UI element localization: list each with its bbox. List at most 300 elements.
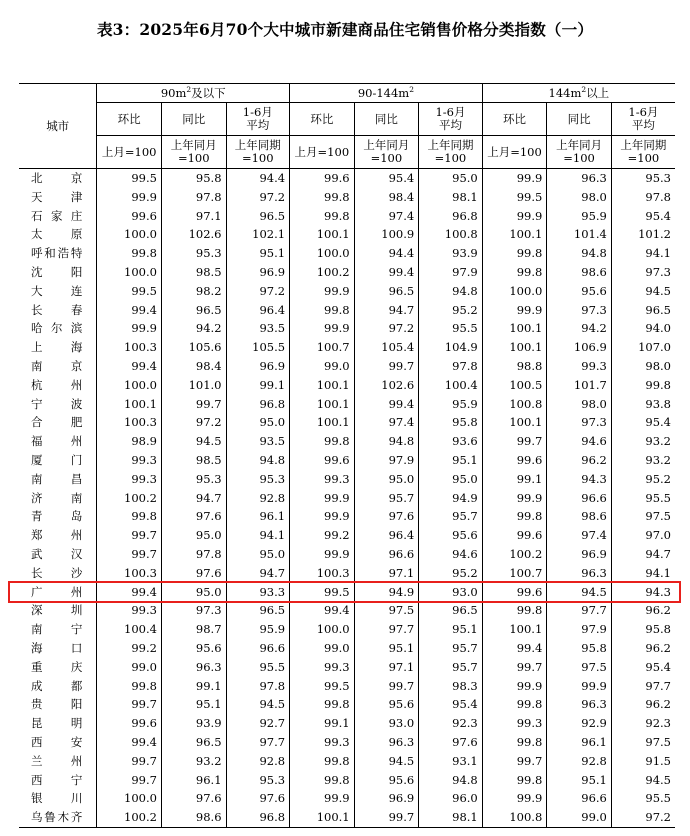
index-value: 101.0 bbox=[161, 376, 226, 395]
city-name: 广州 bbox=[31, 584, 83, 599]
index-value: 98.0 bbox=[611, 357, 675, 376]
index-value: 95.4 bbox=[611, 658, 675, 677]
index-value: 99.9 bbox=[482, 169, 547, 188]
index-value: 95.3 bbox=[161, 470, 226, 489]
index-value: 99.4 bbox=[97, 733, 162, 752]
index-value: 96.6 bbox=[547, 489, 612, 508]
table-row bbox=[19, 470, 675, 489]
index-value: 102.6 bbox=[161, 225, 226, 244]
index-value: 101.2 bbox=[611, 225, 675, 244]
index-value: 96.5 bbox=[354, 282, 419, 301]
index-value: 97.6 bbox=[161, 564, 226, 583]
index-value: 94.9 bbox=[419, 489, 483, 508]
index-value: 99.9 bbox=[290, 489, 355, 508]
index-value: 97.3 bbox=[547, 413, 612, 432]
index-value: 94.1 bbox=[611, 244, 675, 263]
city-name: 贵阳 bbox=[31, 697, 83, 712]
table-row bbox=[19, 357, 675, 376]
index-value: 97.6 bbox=[161, 507, 226, 526]
index-value: 97.0 bbox=[611, 526, 675, 545]
index-value: 99.6 bbox=[97, 207, 162, 226]
yoy-header: 同比 bbox=[547, 103, 612, 136]
index-value: 99.1 bbox=[290, 714, 355, 733]
index-value: 92.8 bbox=[226, 752, 290, 771]
index-value: 96.5 bbox=[226, 601, 290, 620]
index-value: 96.3 bbox=[161, 658, 226, 677]
index-value: 99.0 bbox=[97, 658, 162, 677]
index-value: 99.4 bbox=[97, 583, 162, 602]
index-value: 96.9 bbox=[226, 357, 290, 376]
table-row bbox=[19, 583, 675, 602]
index-value: 95.9 bbox=[226, 620, 290, 639]
index-value: 95.8 bbox=[547, 639, 612, 658]
index-value: 100.5 bbox=[482, 376, 547, 395]
city-name: 合肥 bbox=[31, 415, 83, 430]
index-value: 99.9 bbox=[290, 545, 355, 564]
index-value: 96.2 bbox=[611, 601, 675, 620]
index-value: 97.8 bbox=[161, 188, 226, 207]
index-value: 98.6 bbox=[547, 507, 612, 526]
city-name: 长沙 bbox=[31, 565, 83, 580]
index-value: 93.9 bbox=[161, 714, 226, 733]
index-value: 99.5 bbox=[290, 677, 355, 696]
index-value: 100.0 bbox=[97, 225, 162, 244]
index-value: 99.9 bbox=[97, 319, 162, 338]
index-value: 99.8 bbox=[290, 752, 355, 771]
index-value: 95.0 bbox=[419, 470, 483, 489]
index-value: 99.3 bbox=[290, 658, 355, 677]
index-value: 99.8 bbox=[97, 507, 162, 526]
city-name: 福州 bbox=[31, 434, 83, 449]
index-value: 94.2 bbox=[547, 319, 612, 338]
city-name: 大连 bbox=[31, 283, 83, 298]
index-value: 98.5 bbox=[161, 263, 226, 282]
index-value: 99.7 bbox=[482, 432, 547, 451]
index-value: 91.5 bbox=[611, 752, 675, 771]
index-value: 99.9 bbox=[482, 789, 547, 808]
index-value: 93.5 bbox=[226, 432, 290, 451]
table-row bbox=[19, 432, 675, 451]
table-row bbox=[19, 413, 675, 432]
index-value: 99.3 bbox=[547, 357, 612, 376]
index-value: 96.5 bbox=[611, 301, 675, 320]
index-value: 98.0 bbox=[547, 395, 612, 414]
table-row bbox=[19, 808, 675, 827]
index-value: 99.6 bbox=[482, 451, 547, 470]
index-value: 97.8 bbox=[419, 357, 483, 376]
index-value: 99.7 bbox=[97, 526, 162, 545]
index-value: 94.8 bbox=[419, 282, 483, 301]
index-value: 101.7 bbox=[547, 376, 612, 395]
index-value: 97.6 bbox=[161, 789, 226, 808]
index-value: 94.1 bbox=[226, 526, 290, 545]
city-name: 郑州 bbox=[31, 528, 83, 543]
table-row bbox=[19, 601, 675, 620]
index-value: 95.6 bbox=[354, 771, 419, 790]
city-name: 兰州 bbox=[31, 753, 83, 768]
index-value: 98.6 bbox=[547, 263, 612, 282]
table-row bbox=[19, 714, 675, 733]
index-value: 94.5 bbox=[354, 752, 419, 771]
index-value: 99.3 bbox=[290, 733, 355, 752]
index-value: 95.1 bbox=[354, 639, 419, 658]
table-row bbox=[19, 188, 675, 207]
index-value: 99.6 bbox=[290, 451, 355, 470]
index-value: 100.3 bbox=[97, 338, 162, 357]
index-value: 99.0 bbox=[290, 639, 355, 658]
table-row bbox=[19, 658, 675, 677]
index-value: 104.9 bbox=[419, 338, 483, 357]
index-value: 100.4 bbox=[97, 620, 162, 639]
index-value: 96.4 bbox=[226, 301, 290, 320]
index-value: 97.8 bbox=[611, 188, 675, 207]
index-value: 99.8 bbox=[482, 695, 547, 714]
index-value: 95.0 bbox=[161, 526, 226, 545]
index-value: 94.3 bbox=[547, 470, 612, 489]
index-value: 99.8 bbox=[290, 771, 355, 790]
city-name: 济南 bbox=[31, 490, 83, 505]
index-value: 94.5 bbox=[611, 771, 675, 790]
index-value: 96.8 bbox=[226, 395, 290, 414]
index-value: 94.5 bbox=[547, 583, 612, 602]
index-value: 99.9 bbox=[482, 301, 547, 320]
index-value: 95.3 bbox=[161, 244, 226, 263]
index-value: 99.3 bbox=[97, 601, 162, 620]
index-value: 100.7 bbox=[290, 338, 355, 357]
index-value: 99.4 bbox=[290, 601, 355, 620]
table-row bbox=[19, 319, 675, 338]
city-name: 天津 bbox=[31, 189, 83, 204]
index-value: 100.2 bbox=[482, 545, 547, 564]
index-value: 100.0 bbox=[97, 263, 162, 282]
index-value: 98.9 bbox=[97, 432, 162, 451]
index-value: 95.2 bbox=[419, 564, 483, 583]
index-value: 99.5 bbox=[482, 188, 547, 207]
city-name: 北京 bbox=[31, 171, 83, 185]
index-value: 99.8 bbox=[482, 733, 547, 752]
index-value: 93.2 bbox=[161, 752, 226, 771]
yoy-base-header: 上年同月 =100 bbox=[161, 136, 226, 169]
table-row bbox=[19, 620, 675, 639]
index-value: 97.2 bbox=[611, 808, 675, 827]
index-value: 97.7 bbox=[547, 601, 612, 620]
index-value: 97.1 bbox=[354, 564, 419, 583]
city-column-header: 城市 bbox=[19, 84, 97, 169]
index-value: 99.1 bbox=[482, 470, 547, 489]
index-value: 99.9 bbox=[482, 677, 547, 696]
index-value: 92.7 bbox=[226, 714, 290, 733]
index-value: 97.3 bbox=[547, 301, 612, 320]
index-value: 93.3 bbox=[226, 583, 290, 602]
city-name: 石家庄 bbox=[31, 208, 83, 223]
index-value: 96.6 bbox=[354, 545, 419, 564]
index-value: 100.0 bbox=[290, 620, 355, 639]
index-value: 99.8 bbox=[482, 771, 547, 790]
index-value: 96.3 bbox=[547, 169, 612, 188]
index-value: 100.1 bbox=[482, 225, 547, 244]
index-value: 93.0 bbox=[354, 714, 419, 733]
index-value: 99.5 bbox=[97, 282, 162, 301]
index-value: 94.7 bbox=[611, 545, 675, 564]
index-value: 100.1 bbox=[290, 395, 355, 414]
mom-header: 环比 bbox=[97, 103, 162, 136]
index-value: 95.5 bbox=[611, 489, 675, 508]
index-value: 92.3 bbox=[611, 714, 675, 733]
index-value: 105.4 bbox=[354, 338, 419, 357]
index-value: 97.9 bbox=[419, 263, 483, 282]
index-value: 95.1 bbox=[226, 244, 290, 263]
yoy-base-header: 上年同月 =100 bbox=[547, 136, 612, 169]
index-value: 93.1 bbox=[419, 752, 483, 771]
index-value: 99.0 bbox=[547, 808, 612, 827]
index-value: 99.6 bbox=[482, 583, 547, 602]
index-value: 99.3 bbox=[97, 451, 162, 470]
table-row bbox=[19, 752, 675, 771]
index-value: 94.4 bbox=[226, 169, 290, 188]
index-value: 95.8 bbox=[161, 169, 226, 188]
index-value: 100.1 bbox=[482, 319, 547, 338]
index-value: 99.9 bbox=[547, 677, 612, 696]
index-value: 99.5 bbox=[97, 169, 162, 188]
index-value: 98.4 bbox=[161, 357, 226, 376]
table-row bbox=[19, 338, 675, 357]
index-value: 95.1 bbox=[161, 695, 226, 714]
index-value: 97.7 bbox=[354, 620, 419, 639]
city-name: 沈阳 bbox=[31, 264, 83, 279]
index-value: 99.9 bbox=[290, 319, 355, 338]
table-row bbox=[19, 282, 675, 301]
index-value: 99.7 bbox=[354, 357, 419, 376]
index-value: 100.0 bbox=[97, 789, 162, 808]
index-value: 97.9 bbox=[354, 451, 419, 470]
index-value: 97.7 bbox=[226, 733, 290, 752]
index-value: 97.2 bbox=[354, 319, 419, 338]
index-value: 95.9 bbox=[547, 207, 612, 226]
index-value: 95.8 bbox=[611, 620, 675, 639]
city-name: 银川 bbox=[31, 791, 83, 806]
index-value: 102.6 bbox=[354, 376, 419, 395]
index-value: 95.1 bbox=[419, 451, 483, 470]
base-header-row bbox=[19, 136, 675, 169]
index-value: 100.4 bbox=[419, 376, 483, 395]
index-value: 96.5 bbox=[226, 207, 290, 226]
index-value: 99.6 bbox=[482, 526, 547, 545]
index-value: 99.9 bbox=[290, 789, 355, 808]
table-row bbox=[19, 639, 675, 658]
index-value: 94.2 bbox=[161, 319, 226, 338]
index-value: 97.5 bbox=[611, 507, 675, 526]
table-row bbox=[19, 677, 675, 696]
city-name: 南宁 bbox=[31, 622, 83, 637]
index-value: 96.3 bbox=[547, 695, 612, 714]
index-value: 99.1 bbox=[226, 376, 290, 395]
index-value: 99.8 bbox=[482, 244, 547, 263]
table-row bbox=[19, 526, 675, 545]
sub-header-row bbox=[19, 103, 675, 136]
index-value: 98.6 bbox=[161, 808, 226, 827]
city-name: 深圳 bbox=[31, 603, 83, 618]
city-name: 厦门 bbox=[31, 452, 83, 467]
city-name: 长春 bbox=[31, 302, 83, 317]
index-value: 102.1 bbox=[226, 225, 290, 244]
index-value: 96.5 bbox=[161, 301, 226, 320]
index-value: 95.6 bbox=[161, 639, 226, 658]
index-value: 99.7 bbox=[161, 395, 226, 414]
index-value: 99.9 bbox=[290, 507, 355, 526]
index-value: 100.7 bbox=[482, 564, 547, 583]
city-name: 上海 bbox=[31, 340, 83, 355]
index-value: 95.0 bbox=[419, 169, 483, 188]
index-value: 99.7 bbox=[354, 677, 419, 696]
index-value: 95.2 bbox=[419, 301, 483, 320]
city-name: 哈尔滨 bbox=[31, 321, 83, 336]
index-value: 95.4 bbox=[611, 413, 675, 432]
index-value: 99.8 bbox=[290, 207, 355, 226]
index-value: 95.3 bbox=[226, 470, 290, 489]
index-value: 95.4 bbox=[419, 695, 483, 714]
index-value: 95.0 bbox=[226, 413, 290, 432]
index-value: 105.6 bbox=[161, 338, 226, 357]
index-value: 95.4 bbox=[611, 207, 675, 226]
index-value: 97.5 bbox=[611, 733, 675, 752]
avg-header: 1-6月 平均 bbox=[226, 103, 290, 136]
index-value: 96.2 bbox=[611, 695, 675, 714]
table-row bbox=[19, 263, 675, 282]
table-row bbox=[19, 376, 675, 395]
price-index-table-container bbox=[19, 83, 675, 828]
index-value: 99.2 bbox=[97, 639, 162, 658]
avg-base-header: 上年同期 =100 bbox=[226, 136, 290, 169]
index-value: 92.8 bbox=[547, 752, 612, 771]
table-body bbox=[19, 169, 675, 828]
index-value: 99.4 bbox=[354, 395, 419, 414]
city-name: 乌鲁木齐 bbox=[19, 808, 97, 827]
index-value: 100.3 bbox=[290, 564, 355, 583]
index-value: 94.8 bbox=[226, 451, 290, 470]
index-value: 96.5 bbox=[419, 601, 483, 620]
table-row bbox=[19, 733, 675, 752]
city-name: 武汉 bbox=[31, 546, 83, 561]
index-value: 106.9 bbox=[547, 338, 612, 357]
city-name: 昆明 bbox=[31, 716, 83, 731]
index-value: 99.3 bbox=[290, 470, 355, 489]
index-value: 96.1 bbox=[547, 733, 612, 752]
index-value: 100.3 bbox=[97, 413, 162, 432]
group-header-medium: $90-144m^2$ bbox=[290, 84, 483, 103]
index-value: 98.3 bbox=[419, 677, 483, 696]
table-row bbox=[19, 507, 675, 526]
index-value: 99.8 bbox=[290, 188, 355, 207]
index-value: 95.7 bbox=[419, 507, 483, 526]
index-value: 107.0 bbox=[611, 338, 675, 357]
index-value: 95.7 bbox=[419, 658, 483, 677]
city-name: 海口 bbox=[31, 640, 83, 655]
group-header-small: $90m^2$及以下 bbox=[97, 84, 290, 103]
yoy-header: 同比 bbox=[161, 103, 226, 136]
index-value: 99.4 bbox=[354, 263, 419, 282]
index-value: 100.8 bbox=[482, 808, 547, 827]
index-value: 95.0 bbox=[226, 545, 290, 564]
index-value: 95.2 bbox=[611, 470, 675, 489]
index-value: 99.9 bbox=[97, 188, 162, 207]
index-value: 99.7 bbox=[482, 752, 547, 771]
index-value: 97.6 bbox=[226, 789, 290, 808]
index-value: 92.9 bbox=[547, 714, 612, 733]
index-value: 94.8 bbox=[354, 432, 419, 451]
index-value: 97.4 bbox=[547, 526, 612, 545]
city-name: 成都 bbox=[31, 678, 83, 693]
index-value: 96.1 bbox=[226, 507, 290, 526]
index-value: 96.9 bbox=[226, 263, 290, 282]
index-value: 95.6 bbox=[547, 282, 612, 301]
yoy-base-header: 上年同月 =100 bbox=[354, 136, 419, 169]
index-value: 100.1 bbox=[482, 413, 547, 432]
index-value: 96.9 bbox=[354, 789, 419, 808]
index-value: 100.1 bbox=[290, 225, 355, 244]
index-value: 101.4 bbox=[547, 225, 612, 244]
index-value: 100.2 bbox=[290, 263, 355, 282]
table-row bbox=[19, 301, 675, 320]
index-value: 93.8 bbox=[611, 395, 675, 414]
table-row bbox=[19, 695, 675, 714]
index-value: 94.6 bbox=[419, 545, 483, 564]
index-value: 95.5 bbox=[419, 319, 483, 338]
index-value: 99.9 bbox=[290, 282, 355, 301]
index-value: 99.6 bbox=[97, 714, 162, 733]
index-value: 95.0 bbox=[354, 470, 419, 489]
index-value: 99.8 bbox=[482, 601, 547, 620]
index-value: 96.3 bbox=[547, 564, 612, 583]
table-row bbox=[19, 395, 675, 414]
group-header-large: $144m^2$以上 bbox=[482, 84, 675, 103]
city-name: 青岛 bbox=[31, 509, 83, 524]
index-value: 99.7 bbox=[354, 808, 419, 827]
index-value: 96.9 bbox=[547, 545, 612, 564]
index-value: 95.6 bbox=[354, 695, 419, 714]
index-value: 97.3 bbox=[611, 263, 675, 282]
index-value: 98.7 bbox=[161, 620, 226, 639]
index-value: 94.3 bbox=[611, 583, 675, 602]
avg-header: 1-6月 平均 bbox=[419, 103, 483, 136]
index-value: 100.1 bbox=[97, 395, 162, 414]
index-value: 96.0 bbox=[419, 789, 483, 808]
index-value: 94.7 bbox=[161, 489, 226, 508]
index-value: 95.6 bbox=[419, 526, 483, 545]
index-value: 99.7 bbox=[97, 695, 162, 714]
index-value: 94.8 bbox=[419, 771, 483, 790]
avg-base-header: 上年同期 =100 bbox=[419, 136, 483, 169]
table-row bbox=[19, 771, 675, 790]
index-value: 97.1 bbox=[354, 658, 419, 677]
index-value: 97.4 bbox=[354, 413, 419, 432]
price-index-table bbox=[19, 83, 675, 828]
index-value: 97.8 bbox=[226, 677, 290, 696]
index-value: 97.5 bbox=[547, 658, 612, 677]
index-value: 97.4 bbox=[354, 207, 419, 226]
index-value: 98.1 bbox=[419, 808, 483, 827]
index-value: 96.8 bbox=[226, 808, 290, 827]
index-value: 98.2 bbox=[161, 282, 226, 301]
index-value: 92.8 bbox=[226, 489, 290, 508]
table-row bbox=[19, 545, 675, 564]
city-name: 宁波 bbox=[31, 396, 83, 411]
index-value: 100.2 bbox=[97, 489, 162, 508]
index-value: 97.1 bbox=[161, 207, 226, 226]
index-value: 96.2 bbox=[611, 639, 675, 658]
index-value: 97.3 bbox=[161, 601, 226, 620]
index-value: 99.3 bbox=[97, 470, 162, 489]
index-value: 100.3 bbox=[97, 564, 162, 583]
